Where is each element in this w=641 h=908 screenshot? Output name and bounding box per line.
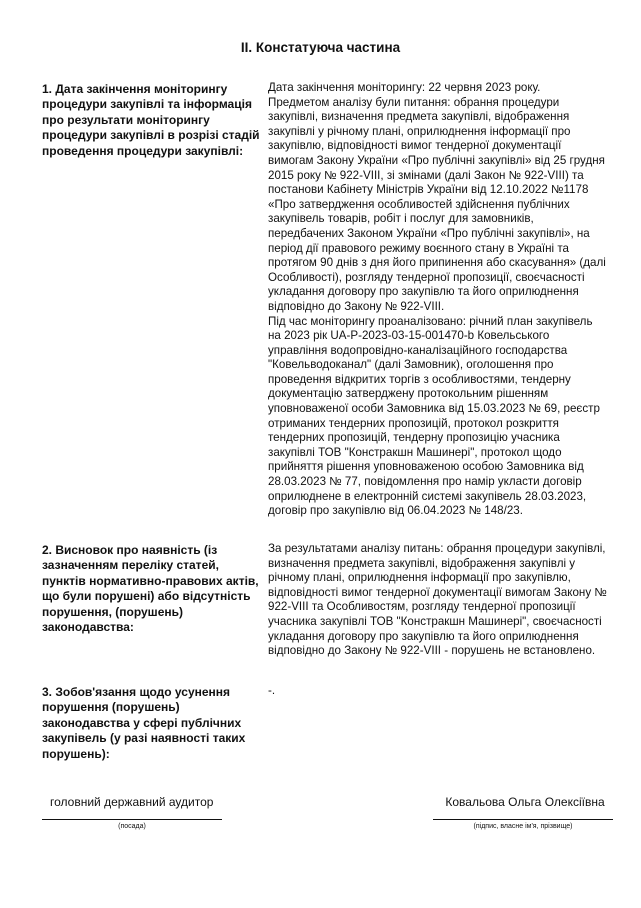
section-1-text: Дата закінчення моніторингу: 22 червня 2023 року. Предметом аналізу були питання: обрання процедури закупівлі, визначення предмета закупівлі, відображення закупівлі у річному плані, оприлюднення інформації про закупівлю, відповідності вимог тендерної документації вимогам Закону України «Про публічні закупівлі» від 25 грудня 2015 року № 922-VIII, зі змінами (далі Закон № 922-VIII) та постанови Кабінету Міністрів України від 12.10.2022 №1178 «Про затвердження особливостей здійснення публічних закупівель товарів, робіт і послуг для замовників, передбачених Законом України «Про публічні закупівлі», на період дії правового режиму воєнного стану в Україні та протягом 90 днів з дня його припинення або скасування» (далі Особливості), розгляду тендерної пропозиції, своєчасності укладання договору про закупівлю та його оприлюднення відповідно до Закону № 922-VIII. Під час моніторингу проаналізовано: річний план закупівель на 2023 рік UA-P-2023-03-15-001470-b Ковельського управління водопровідно-каналізаційного господарства "Ковельводоканал" (далі Замовник), оголошення про проведення відкритих торгів з особливостями, тендерну документацію затверджену протокольним рішенням уповноваженої особи Замовника від 15.03.2023 № 69, реєстр отриманих тендерних пропозицій, протокол розкриття тендерних пропозицій, тендерну пропозицію учасника закупівлі ТОВ "Констракшн Машинері", протокол щодо прийняття рішення уповноваженою особою Замовника від 28.03.2023 № 77, повідомлення про намір укласти договір оприлюднене в електронній системі закупівель 28.03.2023, договір про закупівлю від 06.04.2023 № 148/23.	[268, 81, 606, 518]
section-3-text: -.	[268, 684, 276, 697]
section-2-label: 2. Висновок про наявність (із зазначенням переліку статей, пунктів нормативно-правових актів, що були порушені) або відсутність порушення, (порушень) законодавства:	[42, 543, 259, 635]
position-caption: (посада)	[118, 823, 146, 830]
section-3-label: 3. Зобов'язання щодо усунення порушення (порушень) законодавства у сфері публічних закупівель (у разі наявності таких порушень):	[42, 685, 246, 761]
signatory-position: головний державний аудитор	[50, 795, 214, 809]
section-1-label: 1. Дата закінчення моніторингу процедури закупівлі та інформація про результати моніторингу процедури закупівлі в розрізі стадій проведення процедури закупівлі:	[42, 82, 260, 158]
name-signature-line	[433, 819, 613, 820]
signatory-name: Ковальова Ольга Олексіївна	[445, 795, 605, 809]
section-2-text: За результатами аналізу питань: обрання процедури закупівлі, визначення предмета закупівлі, відображення закупівлі у річному плані, оприлюднення інформації про закупівлю, відповідності вимог тендерної документації вимогам Закону № 922-VIII та Особливостям, розгляду тендерної пропозиції учасника закупівлі ТОВ "Констракшн Машинері", своєчасності укладання договору про закупівлю та його оприлюднення відповідно до Закону № 922-VIII - порушень не встановлено.	[268, 542, 607, 658]
section-title: II. Констатуюча частина	[240, 40, 401, 55]
position-signature-line	[42, 819, 222, 820]
name-caption: (підпис, власне ім'я, прізвище)	[473, 823, 573, 830]
